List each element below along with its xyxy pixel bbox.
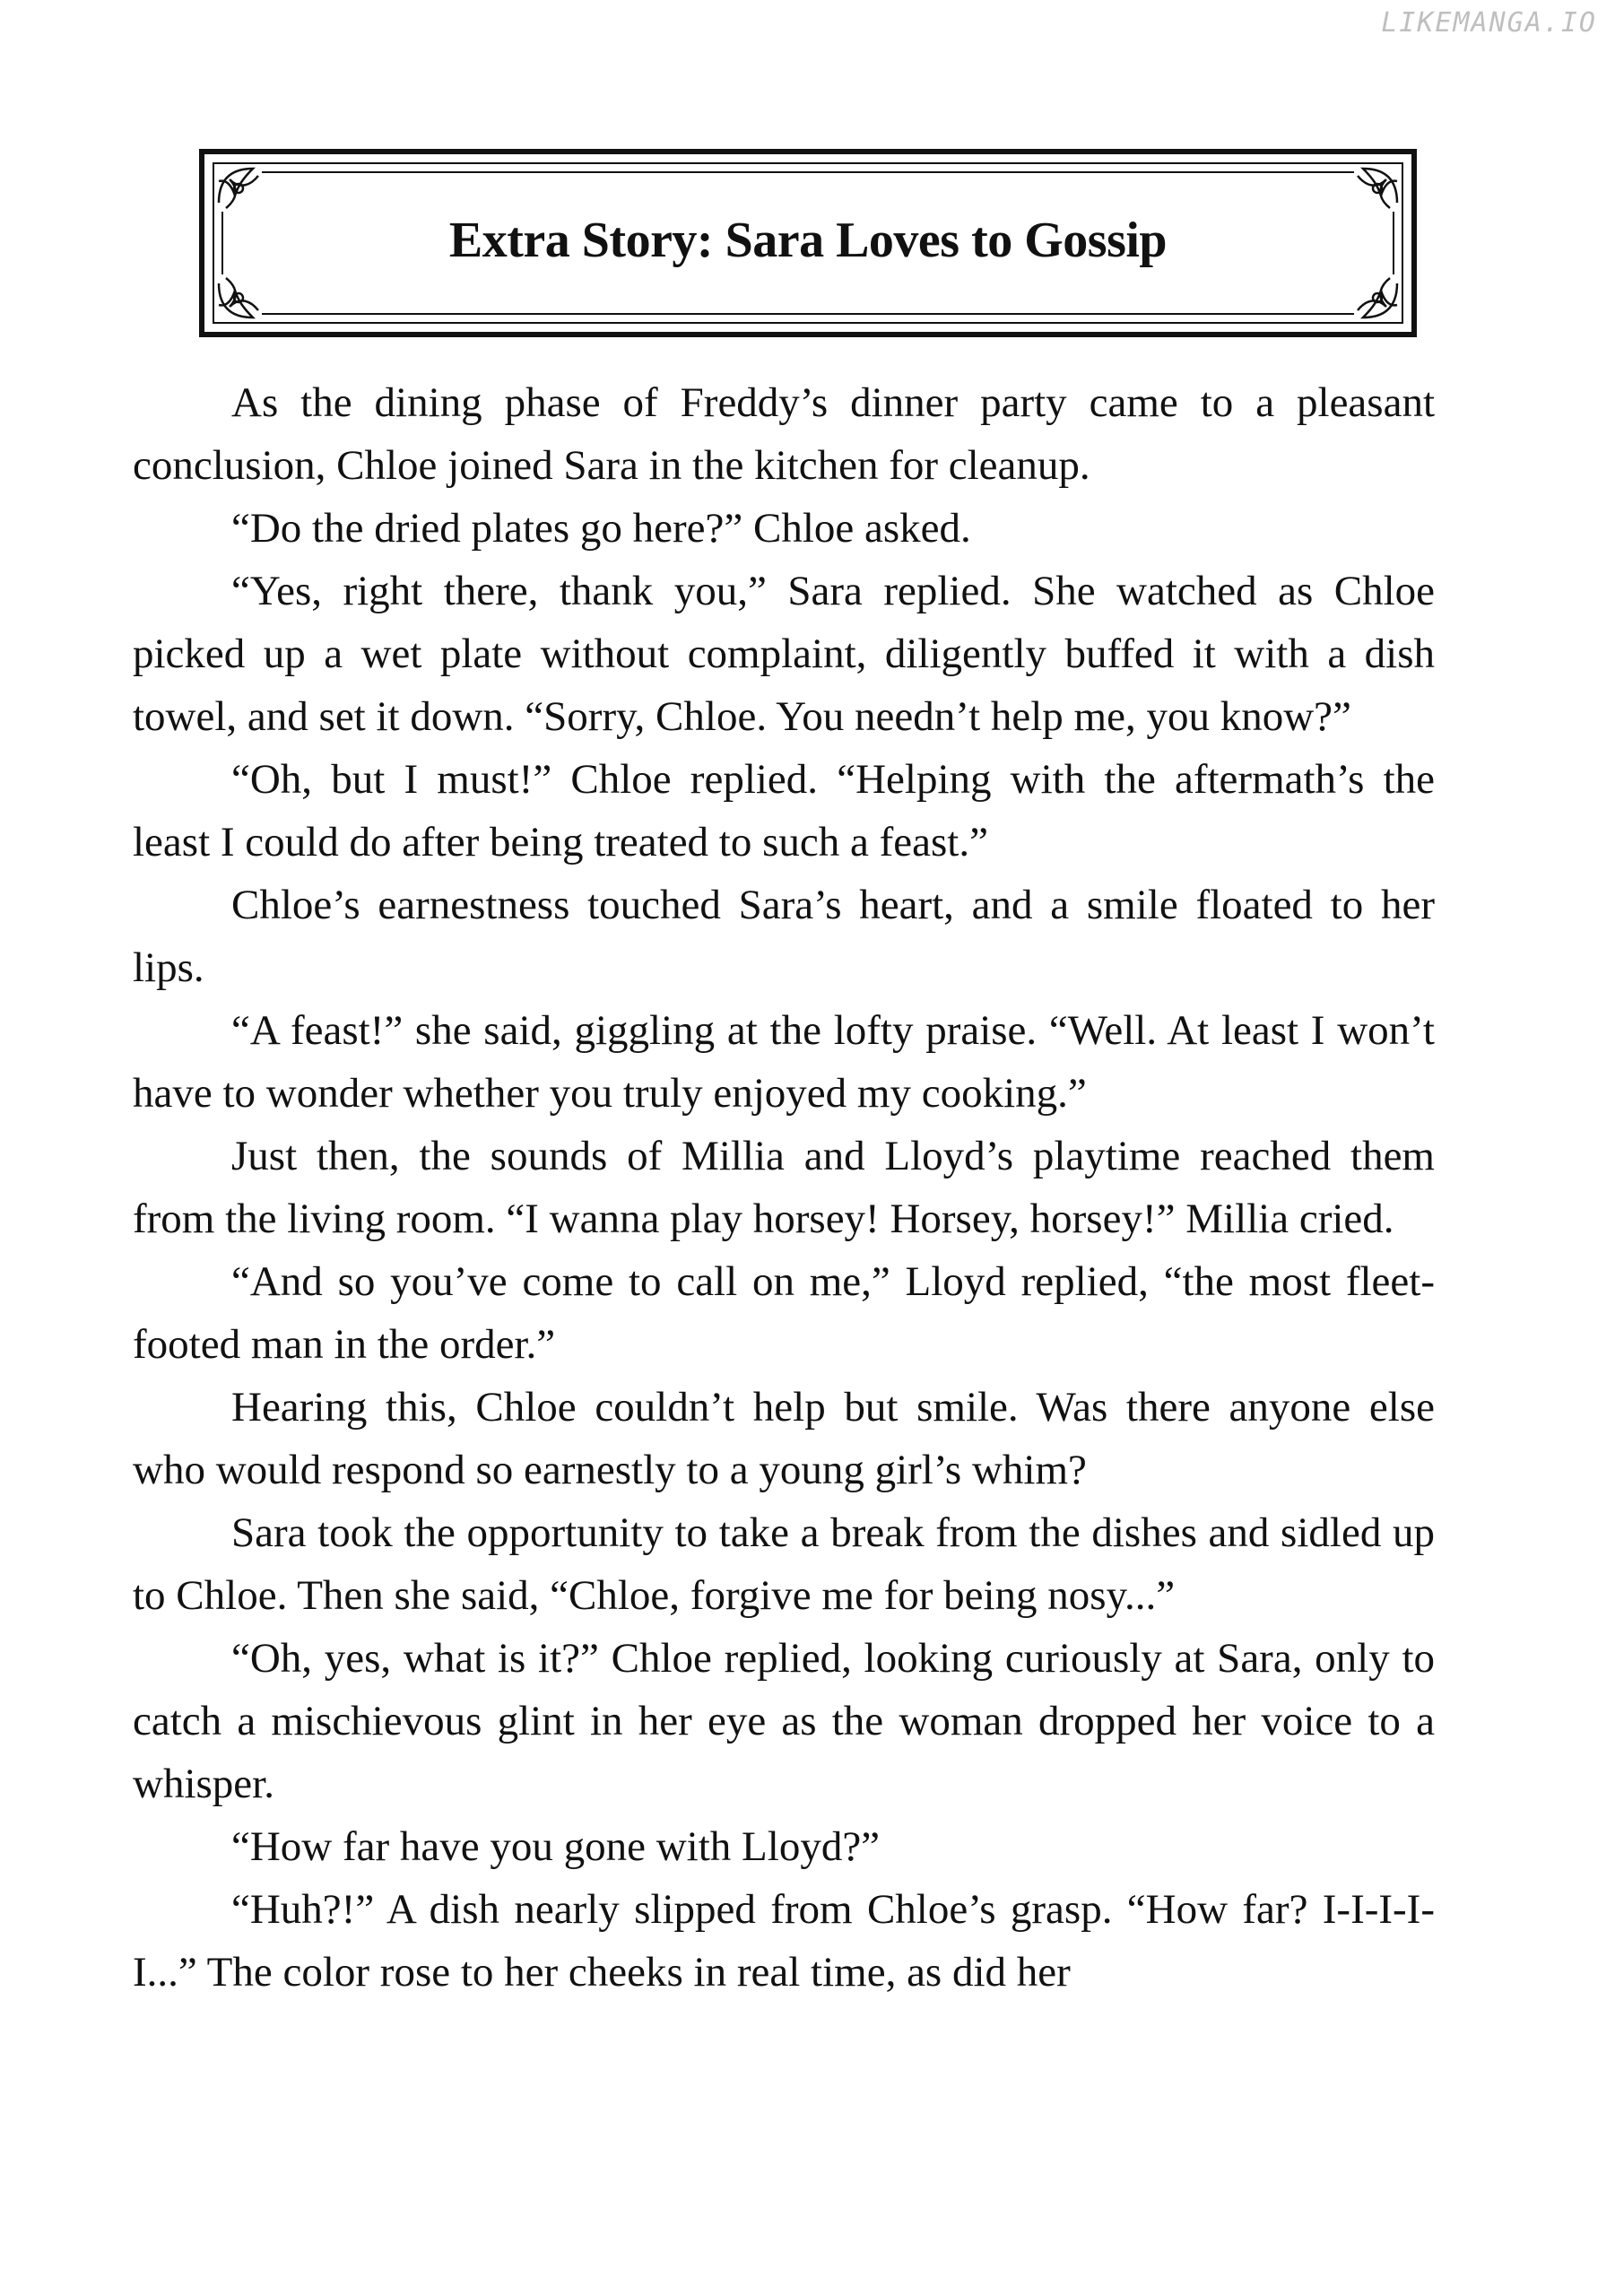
paragraph: Sara took the opportunity to take a break from the dishes and sidled up to Chloe. Then she said, “Chloe, forgive me for being nosy...” bbox=[133, 1509, 1435, 1619]
paragraph: “Yes, right there, thank you,” Sara replied. She watched as Chloe picked up a wet plate without complaint, diligently buffed it with a dish towel, and set it down. “Sorry, Chloe. You needn’t help me, you know?” bbox=[133, 568, 1435, 740]
paragraph: “Oh, yes, what is it?” Chloe replied, looking curiously at Sara, only to catch a mischievous glint in her eye as the woman dropped her voice to a whisper. bbox=[133, 1635, 1435, 1807]
paragraph: As the dining phase of Freddy’s dinner party came to a pleasant conclusion, Chloe joined Sara in the kitchen for cleanup. bbox=[133, 379, 1435, 489]
paragraph: Just then, the sounds of Millia and Lloyd’s playtime reached them from the living room. “I wanna play horsey! Horsey, horsey!” Millia cried. bbox=[133, 1133, 1435, 1242]
paragraph: “How far have you gone with Lloyd?” bbox=[231, 1823, 881, 1870]
paragraph: “Oh, but I must!” Chloe replied. “Helping with the aftermath’s the least I could do after being treated to such a feast.” bbox=[133, 756, 1435, 865]
paragraph: “Do the dried plates go here?” Chloe asked. bbox=[231, 505, 971, 552]
paragraph: Chloe’s earnestness touched Sara’s heart, and a smile floated to her lips. bbox=[133, 882, 1435, 991]
chapter-title: Extra Story: Sara Loves to Gossip bbox=[448, 213, 1168, 268]
watermark: LIKEMANGA.IO bbox=[1381, 7, 1597, 39]
paragraph: “And so you’ve come to call on me,” Lloyd replied, “the most fleet-footed man in the order.” bbox=[133, 1258, 1435, 1368]
paragraph: Hearing this, Chloe couldn’t help but smile. Was there anyone else who would respond so earnestly to a young girl’s whim? bbox=[133, 1384, 1435, 1493]
paragraph: “A feast!” she said, giggling at the lofty praise. “Well. At least I won’t have to wonder whether you truly enjoyed my cooking.” bbox=[133, 1007, 1435, 1117]
chapter-title-frame bbox=[199, 149, 1417, 337]
paragraph: “Huh?!” A dish nearly slipped from Chloe’s grasp. “How far? I-I-I-I-I...” The color rose to her cheeks in real time, as did her bbox=[133, 1886, 1435, 1996]
body-text bbox=[133, 371, 1435, 2004]
